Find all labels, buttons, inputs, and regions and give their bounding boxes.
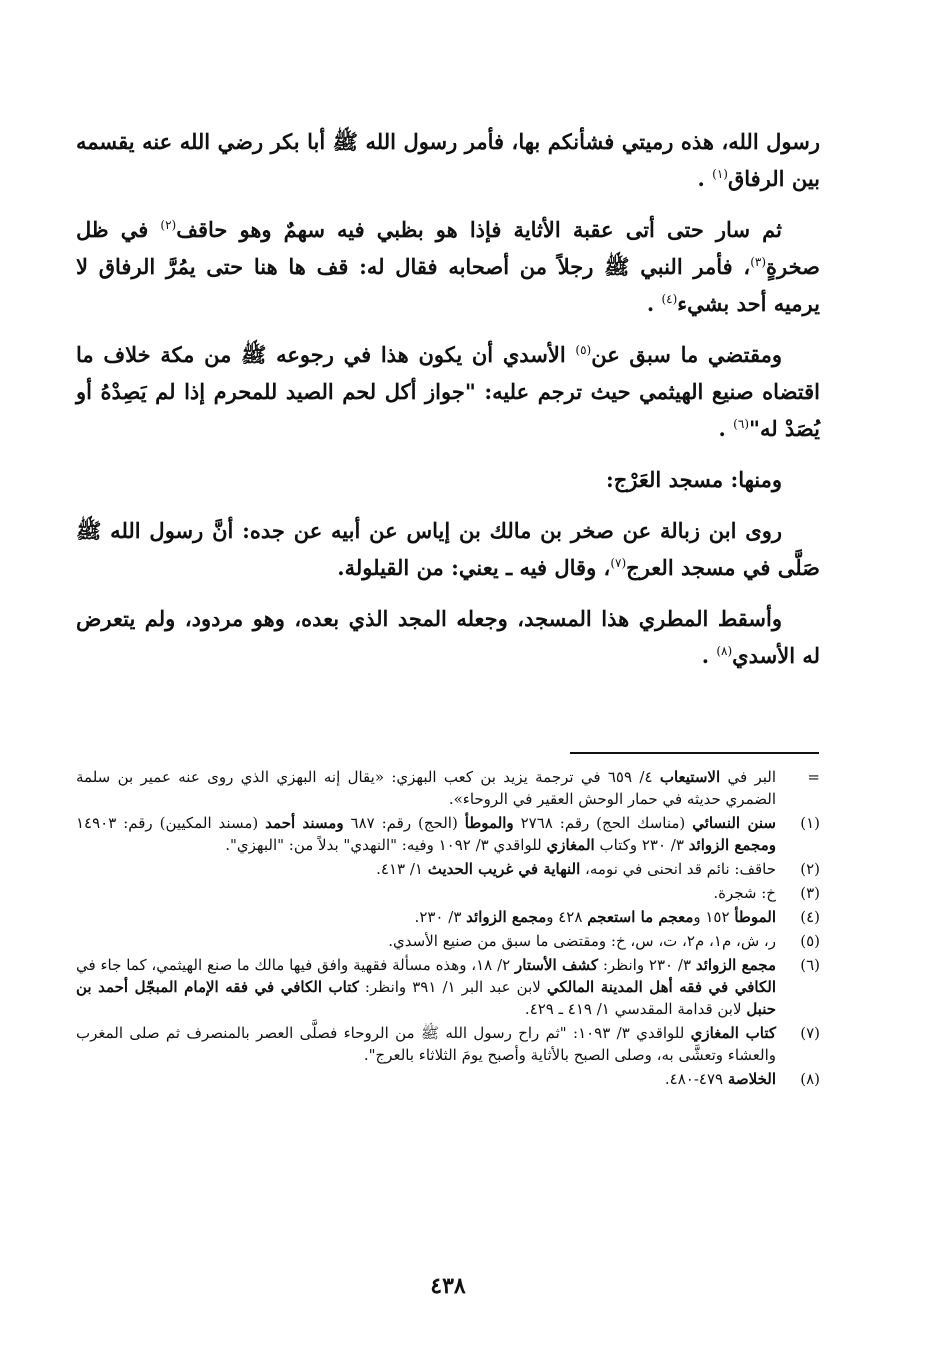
footnote-text [76, 1024, 776, 1064]
footnote-text [415, 908, 776, 926]
footnote-text [376, 860, 776, 878]
footnote-number: (٢) [800, 860, 820, 878]
footnote-segment: ١٥٢ و [693, 908, 735, 926]
footnote-segment: ٤٧٩-٤٨٠. [664, 1070, 728, 1088]
paragraph-end: . [718, 416, 734, 441]
footnote-separator [570, 752, 819, 754]
paragraph-text: روى ابن زبالة عن صخر بن مالك بن إياس عن أبيه عن جده: أنَّ رسول الله ﷺ صَلَّى في مسجد العرج [76, 518, 820, 580]
footnote-ref-6[interactable]: (٦) [733, 417, 749, 431]
citation-title: الموطأ [734, 908, 776, 926]
paragraph-text: ، وقال فيه ـ يعني: من القيلولة. [337, 555, 611, 580]
paragraph-text: رسول الله، هذه رميتي فشأنكم بها، فأمر رسول الله ﷺ أبا بكر رضي الله عنه يقسمه بين الرفاق [76, 129, 820, 191]
footnote-text [76, 814, 776, 854]
footnote-segment: حاقف: نائم قد انحنى في نومه، [580, 860, 776, 878]
citation-title: النهاية في غريب الحديث [427, 860, 581, 878]
footnote-segment: (مناسك الحج) رقم: ٢٧٦٨ [513, 814, 693, 832]
footnote [76, 766, 820, 810]
paragraph-end: . [701, 643, 717, 668]
footnote-segment: (مسند المكيين) رقم: ١٤٩٠٣ [76, 814, 266, 832]
citation-title: كتاب المغازي [690, 1024, 776, 1042]
footnote-number: (٣) [800, 884, 820, 902]
footnote [76, 882, 820, 904]
footnote-number: = [807, 768, 820, 786]
footnotes [76, 766, 820, 1092]
footnote [76, 812, 820, 856]
citation-title: الكافي في فقه أهل المدينة المالكي [546, 978, 776, 996]
citation-title: مجمع الزوائد [466, 908, 547, 926]
footnote-ref-8[interactable]: (٨) [716, 644, 733, 658]
page-number: ٤٣٨ [430, 1273, 466, 1299]
footnote-segment: (الحج) رقم: ٦٨٧ [343, 814, 465, 832]
footnote-ref-3[interactable]: (٣) [750, 255, 767, 269]
footnote-segment: ٤/ ٦٥٩ في ترجمة يزيد بن كعب البهزي: «يقال إنه البهزي الذي روى عنه عمير بن سلمة الضمري حديثه في حمار الوحش العقير في الروحاء». [76, 768, 776, 808]
paragraph-text: ، فأمر النبي ﷺ رجلاً من أصحابه فقال له: قف ها هنا حتى يمُرَّ الرفاق لا يرميه أحد بشيء [76, 254, 820, 316]
footnote-segment: ١/ ٤١٣. [376, 860, 428, 878]
paragraph-text: ثم سار حتى أتى عقبة الأثاية فإذا هو بظبي فيه سهمٌ وهو حاقف [176, 217, 782, 242]
citation-title: ومجمع الزوائد [688, 836, 776, 854]
section-heading: ومنها: مسجد العَرْج: [606, 467, 782, 492]
paragraph-2 [76, 211, 820, 322]
paragraph-5 [76, 600, 820, 674]
citation-title: كشف الأستار [515, 956, 599, 974]
footnote-ref-2[interactable]: (٢) [160, 218, 177, 232]
footnote-segment: البر في [720, 768, 776, 786]
paragraph-text: في ظل صخرةٍ [76, 217, 820, 279]
footnote-text [76, 956, 776, 1018]
footnote-segment: لابن عبد البر ١/ ٣٩١ وانظر: [358, 978, 547, 996]
main-text [76, 123, 820, 688]
footnote-text [388, 932, 776, 950]
paragraph-end: . [646, 291, 662, 316]
citation-title: سنن النسائي [692, 814, 776, 832]
footnote-text [713, 884, 776, 902]
paragraph-text: وأسقط المطري هذا المسجد، وجعله المجد الذي بعده، وهو مردود، ولم يتعرض له الأسدي [76, 606, 820, 668]
footnote-number: (١) [800, 814, 820, 832]
paragraph-text: الأسدي أن يكون هذا في رجوعه ﷺ من مكة خلاف ما اقتضاه صنيع الهيثمي حيث ترجم عليه: "جواز أكل لحم الصيد للمحرم إذا لم يَصِدْهُ أو يُصَدْ له" [76, 342, 820, 441]
footnote-number: (٧) [800, 1024, 820, 1042]
footnote-segment: للواقدي ٣/ ١٠٩٢ وفيه: "النهدي" بدلاً من: "البهزي". [225, 836, 547, 854]
paragraph-1 [76, 123, 820, 197]
citation-title: الاستيعاب [659, 768, 721, 786]
footnote-number: (٦) [800, 956, 820, 974]
footnote-number: (٥) [800, 932, 820, 950]
paragraph-3 [76, 336, 820, 447]
footnote-number: (٤) [800, 908, 820, 926]
paragraph-end: . [697, 166, 713, 191]
footnote-ref-4[interactable]: (٤) [661, 292, 678, 306]
footnote-ref-7[interactable]: (٧) [610, 556, 627, 570]
footnote [76, 930, 820, 952]
citation-title: المغازي [546, 836, 595, 854]
footnote [76, 1068, 820, 1090]
footnote [76, 906, 820, 928]
citation-title: كتاب الكافي في فقه الإمام المبجّل أحمد بن حنبل [76, 978, 776, 1018]
footnote-segment: خ: شجرة. [713, 884, 776, 902]
citation-title: والموطأ [464, 814, 514, 832]
footnote [76, 954, 820, 1020]
footnote-segment: ٤٢٨ و [546, 908, 588, 926]
footnote-segment: ٣/ ٢٣٠ وكتاب [594, 836, 689, 854]
footnote-segment: ٣/ ٢٣٠ وانظر: [598, 956, 696, 974]
footnote-segment: للواقدي ٣/ ١٠٩٣: "ثم راح رسول الله ﷺ من الروحاء فصلَّى العصر بالمنصرف ثم صلى المغرب والعشاء وتعشَّى به، وصلى الصبح بالأثاية وأصبح يومَ الثلاثاء بالعرج". [76, 1024, 776, 1064]
footnote-segment: ٣/ ٢٣٠. [414, 908, 467, 926]
footnote-segment: لابن قدامة المقدسي ١/ ٤١٩ ـ ٤٢٩. [524, 1000, 747, 1018]
citation-title: معجم ما استعجم [587, 908, 694, 926]
footnote-segment: ٢/ ١٨، وهذه مسألة فقهية وافق فيها مالك ما صنع الهيثمي، كما جاء في [76, 956, 516, 974]
citation-title: مجمع الزوائد [695, 956, 777, 974]
footnote-ref-5[interactable]: (٥) [575, 343, 592, 357]
footnote [76, 1022, 820, 1066]
footnote-text [665, 1070, 776, 1088]
footnote-ref-1[interactable]: (١) [712, 167, 728, 181]
footnote-text [76, 768, 776, 808]
footnote [76, 858, 820, 880]
footnote-segment: ر، ش، م١، م٢، ت، س، خ: ومقتضى ما سبق من صنيع الأسدي. [388, 932, 776, 950]
citation-title: ومسند أحمد [265, 814, 344, 832]
footnote-number: (٨) [800, 1070, 820, 1088]
paragraph-4 [76, 512, 820, 586]
paragraph-text: ومقتضي ما سبق عن [591, 342, 782, 367]
citation-title: الخلاصة [727, 1070, 776, 1088]
